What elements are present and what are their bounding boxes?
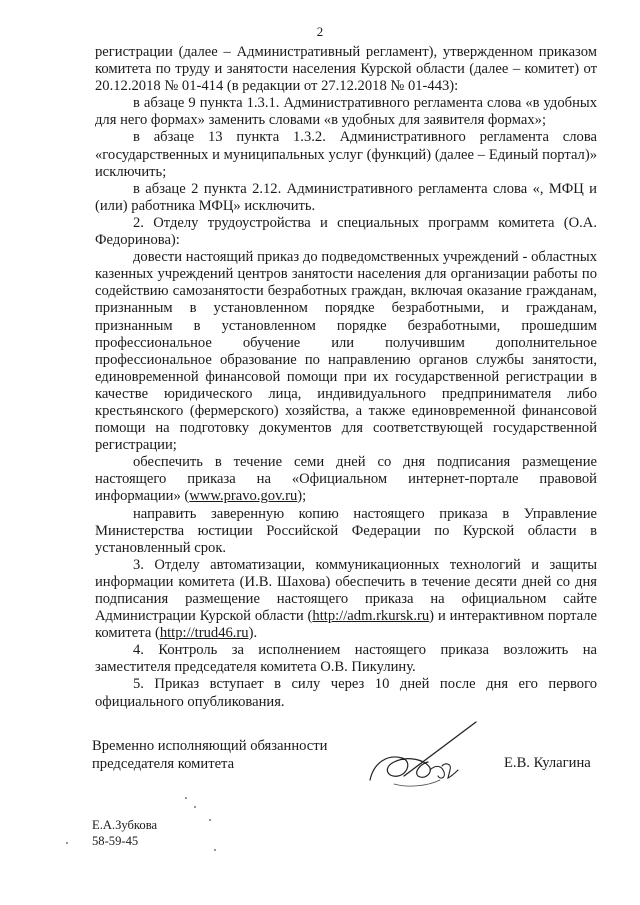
paragraph-bring-to-attention: довести настоящий приказ до подведомственных учреждений - областных казенных учреждений центров занятости населения для организации работы по содействию самозанятости безработных граждан, включая оказание гражданам, признанным в установленном порядке безработными, и гражданам, признанным в установленном порядке безработными, прошедшим профессиональное обучение или получившим дополнительное профессиональное образование по направлению органов службы занятости, единовременной финансовой помощи при их государственной регистрации в качестве юридического лица, индивидуального предпринимателя либо крестьянского (фермерского) хозяйства, а также единовременной финансовой помощи на подготовку документов для соответствующей государственной регистрации; [95, 249, 597, 454]
scan-speck [194, 806, 196, 808]
page-number: 2 [316, 24, 324, 39]
publication-text-end: ); [297, 488, 307, 505]
paragraph-item-5: 5. Приказ вступает в силу через 10 дней после дня его первого официального опубликования. [95, 676, 597, 710]
publication-text: обеспечить в течение семи дней со дня подписания размещение настоящего приказа на «Официальном интернет-портале правовой информации» ( [95, 454, 597, 505]
item-3-text-mid: ) и интерактивном портале комитета ( [95, 608, 597, 642]
paragraph-publication [95, 454, 597, 505]
executor-name: Е.А.Зубкова [92, 818, 158, 832]
trud46-link[interactable]: http://trud46.ru [159, 625, 249, 642]
scan-speck [214, 849, 216, 851]
paragraph-send-copy: направить заверенную копию настоящего приказа в Управление Министерства юстиции Российской Федерации по Курской области в установленный срок. [95, 505, 597, 556]
adm-rkursk-link[interactable]: http://adm.rkursk.ru [312, 608, 430, 625]
paragraph-amendment-2: в абзаце 13 пункта 1.3.2. Административного регламента слова «государственных и муниципальных услуг (функций) (далее – Единый портал)» исключить; [95, 129, 597, 180]
signatory-title-line-1: Временно исполняющий обязанности [92, 738, 328, 754]
executor-info [92, 817, 157, 849]
scan-speck [185, 797, 187, 799]
paragraph-item-4: 4. Контроль за исполнением настоящего приказа возложить на заместителя председателя комитета О.В. Пикулину. [95, 642, 597, 676]
paragraph-amendment-3: в абзаце 2 пункта 2.12. Административного регламента слова «, МФЦ и (или) работника МФЦ» исключить. [95, 180, 597, 214]
paragraph-amendment-1: в абзаце 9 пункта 1.3.1. Административного регламента слова «в удобных для него формах» заменить словами «в удобных для заявителя формах»; [95, 95, 597, 129]
signatory-title [92, 738, 327, 773]
pravo-link[interactable]: www.pravo.gov.ru [189, 488, 298, 505]
scan-speck [66, 842, 68, 844]
handwritten-signature [368, 718, 486, 790]
paragraph-regulation-reference: регистрации (далее – Административный регламент), утвержденном приказом комитета по труду и занятости населения Курской области (далее – комитет) от 20.12.2018 № 01-414 (в редакции от 27.12.2018 № 01-443): [95, 44, 597, 95]
executor-phone: 58-59-45 [92, 834, 139, 848]
paragraph-item-3 [95, 557, 597, 642]
paragraph-item-2: 2. Отделу трудоустройства и специальных программ комитета (О.А. Федоринова): [95, 214, 597, 249]
signatory-name: Е.В. Кулагина [504, 755, 591, 771]
scan-speck [209, 819, 211, 821]
item-3-text-end: ). [248, 625, 258, 642]
signatory-title-line-2: председателя комитета [92, 755, 235, 772]
item-3-text: 3. Отделу автоматизации, коммуникационных технологий и защиты информации комитета (И.В. Шахова) обеспечить в течение десяти дней со дня подписания размещение настоящего приказа на официальном сайте Администрации Курской области ( [95, 556, 597, 625]
document-body [95, 44, 597, 711]
